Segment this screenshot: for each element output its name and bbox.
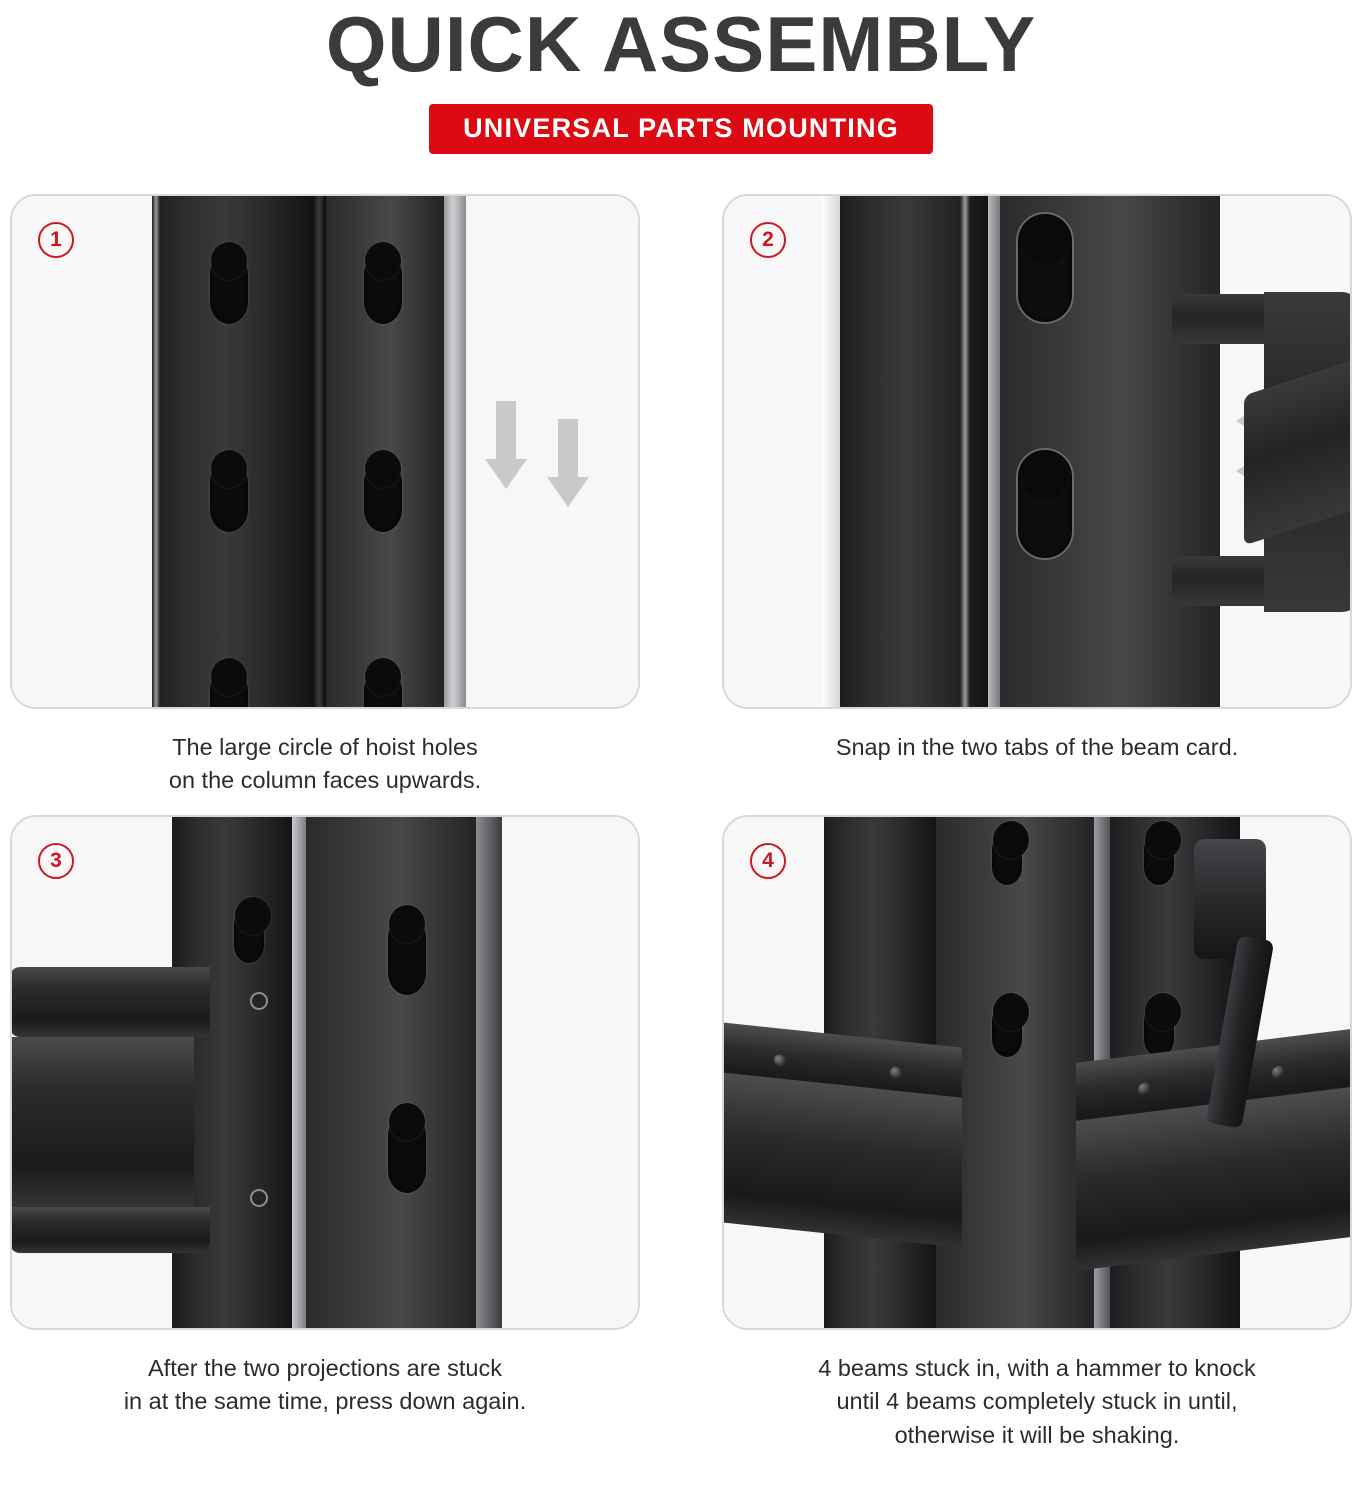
beam-left-web <box>722 1072 962 1247</box>
step-4-illustration <box>722 815 1352 1330</box>
step-4-caption <box>818 1352 1256 1452</box>
step-2-illustration <box>722 194 1352 709</box>
step-1-caption <box>169 731 481 807</box>
subtitle-container <box>0 104 1362 154</box>
step-2-caption <box>836 731 1238 807</box>
keyhole-slot-upper <box>234 909 264 963</box>
column-front-face <box>1000 194 1220 709</box>
column-left-face <box>840 194 988 709</box>
keyhole-slot-lower <box>1018 450 1072 558</box>
column-front-face <box>306 815 476 1330</box>
projection-upper <box>250 992 268 1010</box>
step-1-illustration <box>10 194 640 709</box>
column-right-face <box>326 194 444 709</box>
step-2-caption-line1: Snap in the two tabs of the beam card. <box>835 733 1239 760</box>
keyhole-slot-upper <box>1018 214 1072 322</box>
column-left-face <box>152 194 312 709</box>
step-4-caption-line1: 4 beams stuck in, with a hammer to knock <box>818 1354 1256 1381</box>
step-4-caption-line3: otherwise it will be shaking. <box>894 1421 1180 1448</box>
step-4 <box>720 815 1354 1452</box>
beam-bottom-flange <box>10 1207 210 1253</box>
column-edge-highlight <box>988 194 1000 709</box>
step-3-caption <box>124 1352 526 1428</box>
step-3 <box>8 815 642 1452</box>
beam-web <box>10 1037 194 1207</box>
step-number-badge: 2 <box>750 222 786 258</box>
column-corner-edge <box>312 194 326 709</box>
column-highlight-edge <box>444 194 466 709</box>
step-number-badge: 4 <box>750 843 786 879</box>
beam-top-flange <box>10 967 210 1037</box>
step-3-illustration <box>10 815 640 1330</box>
page-header <box>0 0 1362 154</box>
step-1-caption-line1: The large circle of hoist holes <box>172 733 478 760</box>
step-1-caption-line2: on the column faces upwards. <box>168 767 482 794</box>
steps-grid <box>0 194 1362 1452</box>
projection-lower <box>250 1189 268 1207</box>
step-4-caption-line2: until 4 beams completely stuck in until, <box>836 1388 1238 1415</box>
panel-background-edge <box>822 194 840 709</box>
step-number-badge: 1 <box>38 222 74 258</box>
page-title: QUICK ASSEMBLY <box>325 0 1037 88</box>
step-3-caption-line1: After the two projections are stuck <box>148 1354 502 1381</box>
step-number-badge: 3 <box>38 843 74 879</box>
step-2 <box>720 194 1354 807</box>
column-edge-highlight <box>292 815 306 1330</box>
subtitle-badge: UNIVERSAL PARTS MOUNTING <box>429 104 933 154</box>
step-1 <box>8 194 642 807</box>
column-right-edge <box>476 815 502 1330</box>
step-3-caption-line2: in at the same time, press down again. <box>123 1388 527 1415</box>
